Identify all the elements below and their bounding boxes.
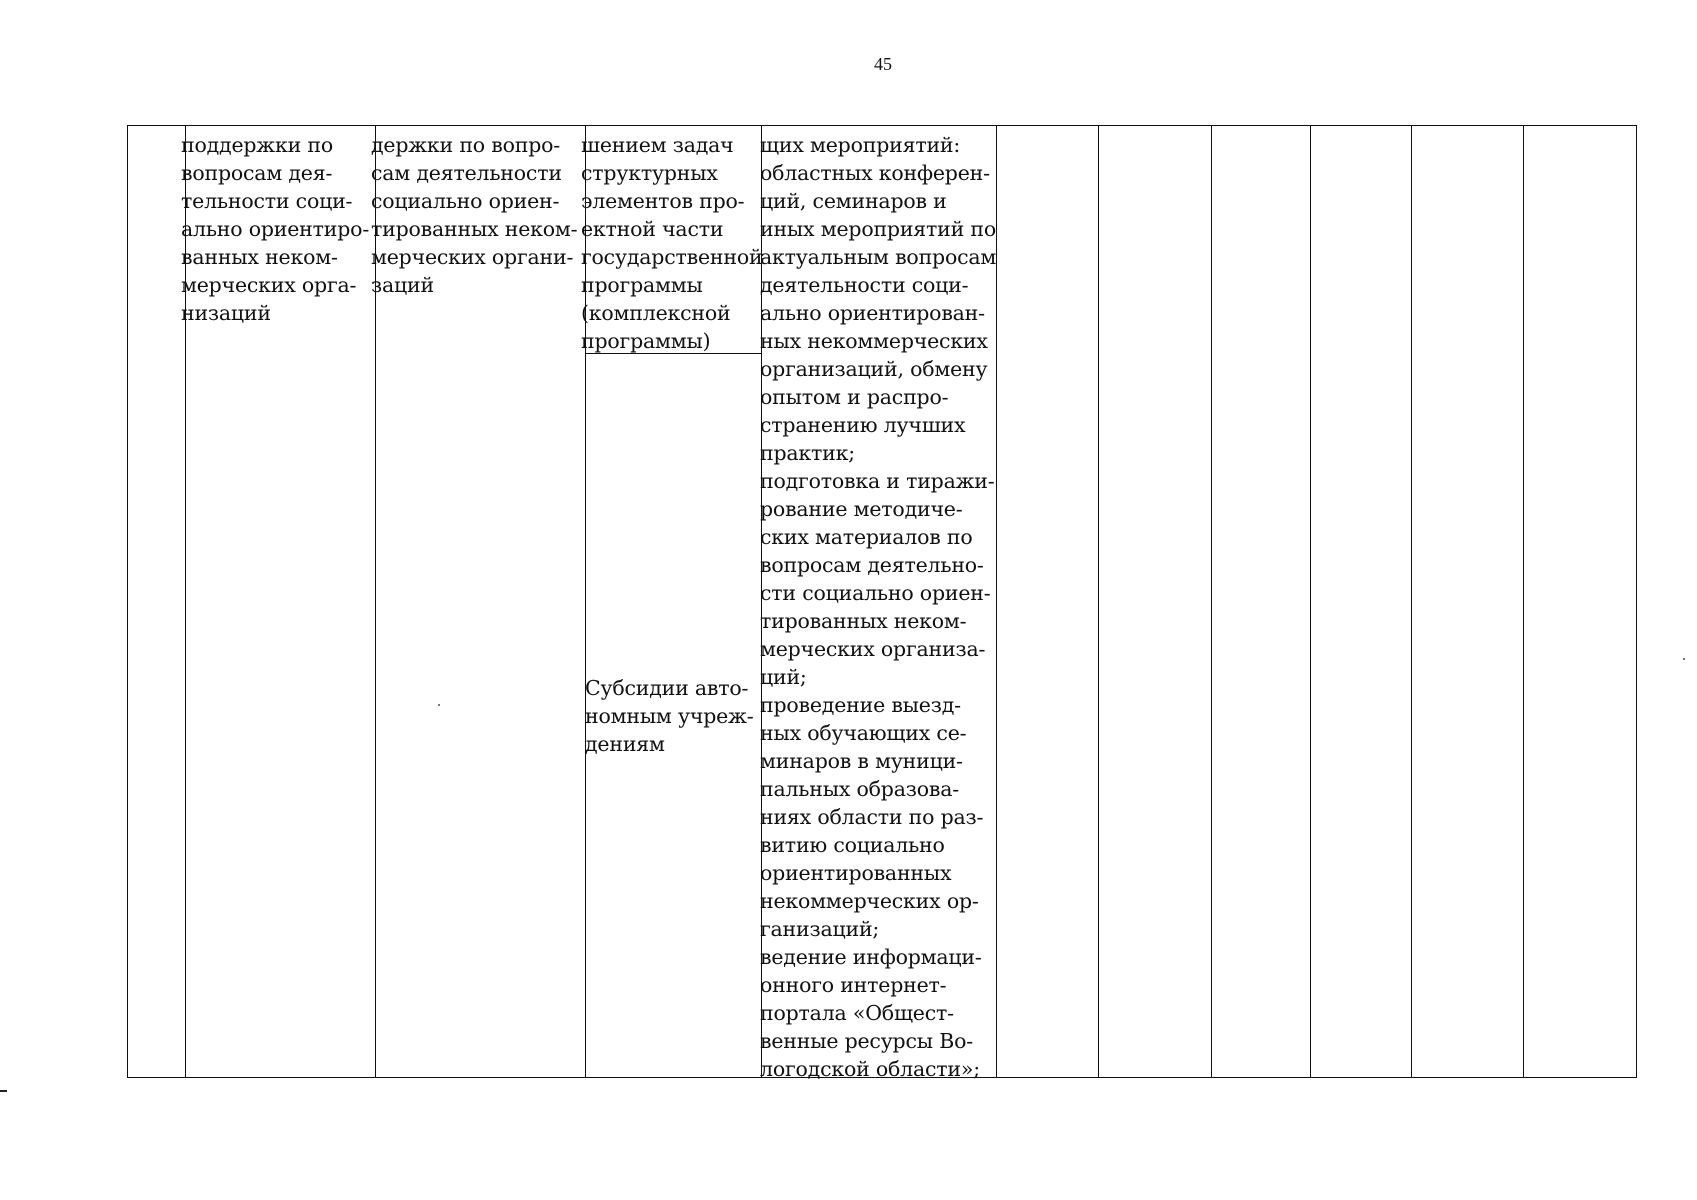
goal-cell: поддержки по вопросам дея- тельности соци- ально ориентиро- ванных неком- мерческих орга- низаций [181,133,370,325]
scan-mark [1683,658,1685,660]
column-divider [1411,126,1412,1077]
funding-source-cell-top: шением задач структурных элементов про- ектной части государственной программы (комплексной программы) [581,133,763,353]
scan-mark [438,704,440,706]
page-number: 45 [874,54,892,74]
activities-cell: щих мероприятий: областных конферен- ций, семинаров и иных мероприятий по актуальным вопросам деятельности соци- ально ориентирован- ных некоммерческих организаций, обмену опытом и распро- странению лучших практик; подготовка и тиражи- рование методиче- ских материалов по вопросам деятельно- сти социально ориен- тированных неком- мерческих организа- ций; проведение выезд- ных обучающих се- минаров в муници- пальных образова- ниях области по раз- витию социально ориентированных некоммерческих ор- ганизаций; ведение информаци- онного интернет- портала «Общест- венные ресурсы Во- логодской области»; [760,133,997,1081]
column-divider [1310,126,1311,1077]
task-cell: держки по вопро- сам деятельности социально ориен- тированных неком- мерческих органи- заций [371,133,578,297]
scan-mark [0,1090,7,1092]
funding-source-cell-bottom: Субсидии авто- номным учреж- дениям [585,676,754,756]
column-divider [1211,126,1212,1077]
column-divider [1523,126,1524,1077]
program-table [127,125,1637,1081]
column-divider [1098,126,1099,1077]
